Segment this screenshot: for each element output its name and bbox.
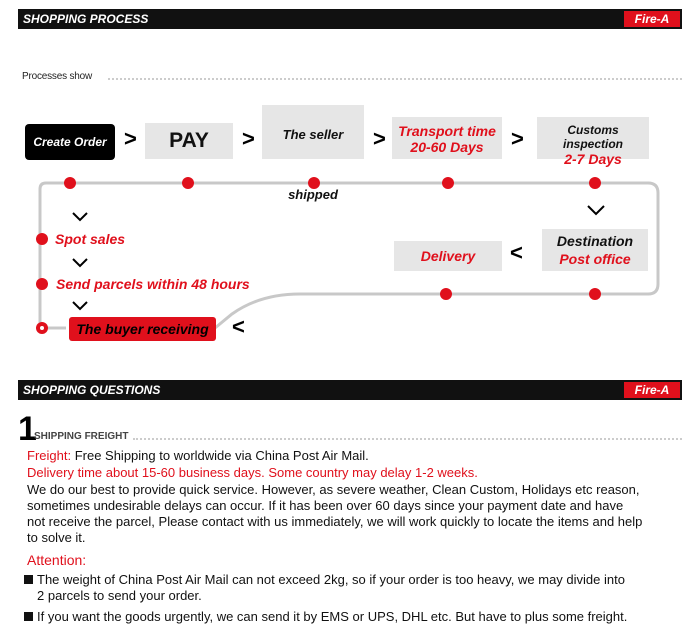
processes-label: Processes show: [22, 71, 93, 82]
bullet-item: [24, 609, 627, 625]
question-number: 1: [18, 410, 37, 448]
chevron-right-icon: >: [242, 126, 255, 151]
chevron-down-icon: [588, 206, 604, 214]
shopping-questions-header: [18, 380, 682, 400]
delivery-time: Delivery time about 15-60 business days. Some country may delay 1-2 weeks.: [27, 465, 478, 480]
bullet-item: [24, 572, 625, 588]
header-title: SHOPPING PROCESS: [23, 12, 149, 26]
track-dot: [589, 177, 601, 189]
brand-tag: Fire-A: [624, 11, 680, 27]
track-dot: [589, 288, 601, 300]
question-title: SHIPPING FREIGHT: [34, 431, 129, 442]
transport-label: Transport time: [398, 123, 496, 139]
step-customs: [537, 117, 649, 167]
freight-label: Freight:: [27, 448, 72, 463]
paragraph-line: to solve it.: [27, 530, 86, 545]
attention-label: Attention:: [27, 552, 87, 568]
customs-days: 2-7 Days: [564, 151, 622, 167]
chevron-down-icon: [73, 259, 87, 266]
step-spot-sales: Spot sales: [55, 231, 126, 247]
track-dot: [440, 288, 452, 300]
customs-label: Customs inspection: [562, 123, 623, 151]
step-create-order: Create Order: [25, 124, 115, 160]
paragraph-line: sometimes undesirable delays can occur. If it has been over 60 days since your payment date and have: [27, 498, 624, 513]
destination-label: Destination: [556, 233, 634, 249]
freight-line: [27, 448, 369, 464]
bullet-square-icon: [24, 575, 33, 584]
step-send-parcels: Send parcels within 48 hours: [56, 276, 250, 292]
step-seller-shipped: The seller shipped: [262, 105, 364, 159]
track-dot: [182, 177, 194, 189]
bullet-text-cont: 2 parcels to send your order.: [37, 588, 202, 603]
chevron-left-icon: <: [510, 240, 523, 265]
track-dot: [442, 177, 454, 189]
destination-office: Post office: [559, 251, 631, 267]
bullet-text: If you want the goods urgently, we can send it by EMS or UPS, DHL etc. But have to plus some freight.: [37, 609, 628, 624]
step-pay: PAY: [145, 123, 233, 159]
header-title: SHOPPING QUESTIONS: [23, 383, 161, 397]
chevron-right-icon: >: [511, 126, 524, 151]
step-transport-time: [392, 117, 502, 159]
dotted-divider: [133, 438, 682, 440]
step-buyer-receiving: The buyer receiving: [69, 317, 216, 341]
step-delivery: Delivery: [394, 241, 502, 271]
track-dot: [36, 278, 48, 290]
paragraph-line: We do our best to provide quick service. However, as severe weather, Clean Custom, Holidays etc reason,: [27, 482, 640, 497]
track-dot: [64, 177, 76, 189]
chevron-left-icon: <: [232, 314, 245, 339]
bullet-square-icon: [24, 612, 33, 621]
step-destination: [542, 229, 648, 271]
brand-tag: Fire-A: [624, 382, 680, 398]
freight-text: Free Shipping to worldwide via China Post Air Mail.: [71, 448, 369, 463]
chevron-right-icon: >: [124, 126, 137, 151]
chevron-down-icon: [73, 213, 87, 220]
chevron-right-icon: >: [373, 126, 386, 151]
paragraph-line: not receive the parcel, Please contact with us immediately, we will work quickly to locate the items and help: [27, 514, 643, 529]
bullet-text: The weight of China Post Air Mail can not exceed 2kg, so if your order is too heavy, we may divide into: [37, 572, 625, 587]
track-dot: [36, 233, 48, 245]
chevron-down-icon: [73, 302, 87, 309]
transport-days: 20-60 Days: [410, 139, 484, 155]
